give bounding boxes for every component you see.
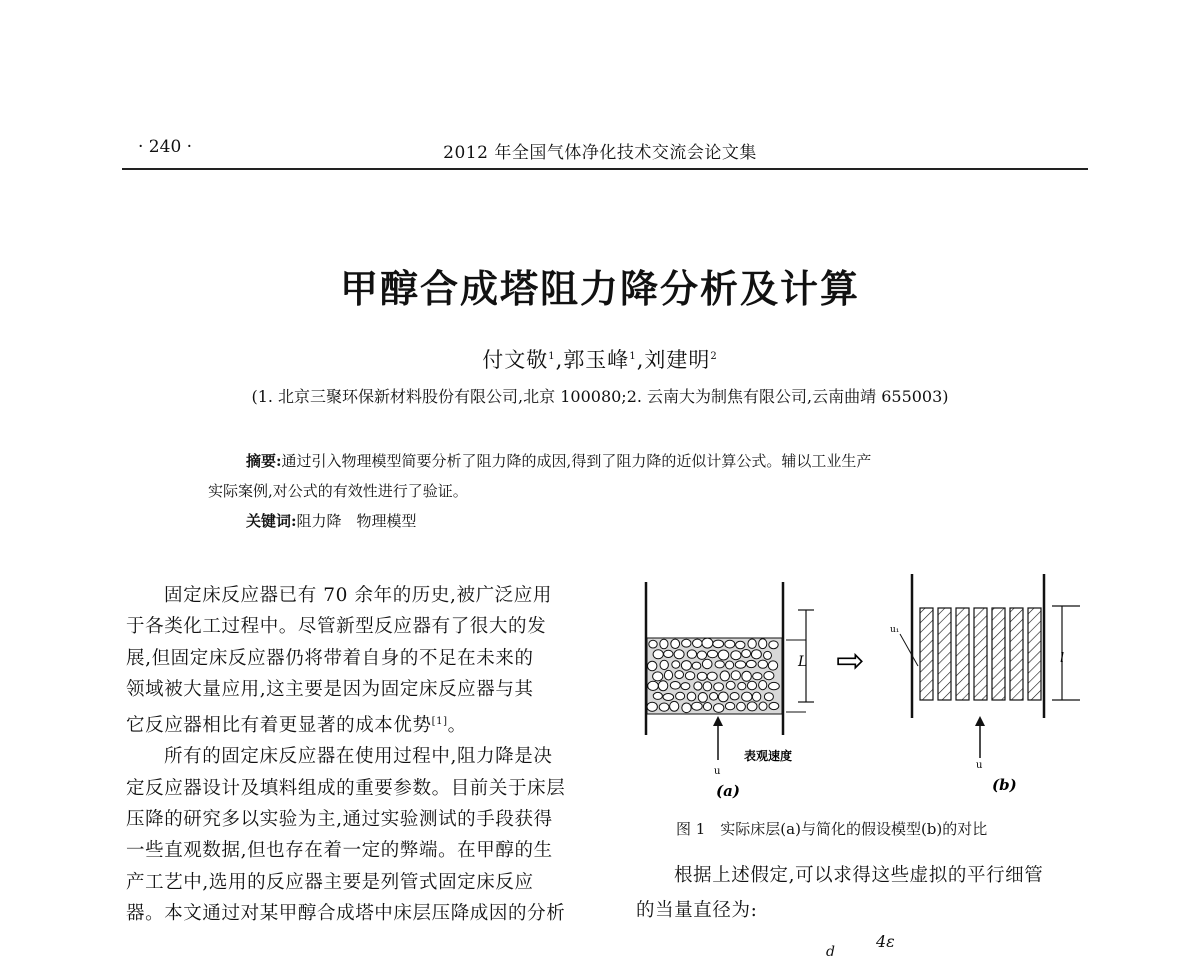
paragraph-line: 一些直观数据,但也存在着一定的弊端。在甲醇的生 — [126, 840, 553, 862]
author-name: 付文敬 — [482, 348, 549, 372]
bed-particle — [736, 641, 745, 649]
bed-particle — [687, 692, 696, 701]
parallel-tube — [1028, 608, 1041, 700]
bed-particle — [702, 659, 712, 668]
bed-particle — [692, 662, 701, 669]
bed-particle — [707, 672, 717, 680]
bed-particle — [710, 693, 718, 701]
bed-particle — [769, 682, 780, 689]
parallel-tube — [1010, 608, 1023, 700]
bed-particle — [747, 681, 756, 690]
figure-panel-b — [890, 574, 1080, 794]
bed-particle — [672, 661, 680, 668]
bed-particle — [758, 660, 767, 668]
bed-particle — [692, 702, 703, 710]
citation: [1] — [431, 715, 448, 727]
bed-particle — [759, 681, 767, 690]
bed-particle — [764, 672, 774, 680]
bed-particle — [759, 702, 767, 710]
parallel-tube — [956, 608, 969, 700]
tube-length-label: l — [1060, 651, 1065, 666]
bed-particle — [659, 703, 669, 711]
paper-title: 甲醇合成塔阻力降分析及计算 — [339, 267, 860, 311]
bed-particle — [663, 694, 674, 701]
bed-particle — [682, 703, 691, 713]
bed-particle — [715, 661, 724, 668]
flow-arrow — [975, 716, 985, 726]
bed-particle — [660, 639, 668, 649]
bed-particle — [769, 702, 779, 709]
bed-particle — [748, 639, 756, 648]
body-text-left — [126, 580, 600, 930]
bed-particle — [664, 650, 673, 657]
bed-particle — [682, 639, 691, 647]
bed-particle — [753, 673, 762, 680]
bed-particle — [718, 692, 728, 702]
bed-particle — [718, 650, 729, 660]
figure-1 — [636, 570, 1096, 820]
bed-particle — [768, 661, 777, 670]
keywords-text: 阻力降 物理模型 — [296, 512, 417, 530]
abstract-text: 实际案例,对公式的有效性进行了验证。 — [208, 482, 468, 500]
paragraph-line: 器。本文通过对某甲醇合成塔中床层压降成因的分析 — [126, 903, 566, 925]
bed-particle — [693, 639, 703, 647]
bed-particle — [714, 683, 724, 691]
paragraph-line: 于各类化工过程中。尽管新型反应器有了很大的发 — [126, 616, 547, 638]
paragraph-line: 展,但固定床反应器仍将带着自身的不足在未来的 — [126, 647, 534, 669]
paragraph-line: 产工艺中,选用的反应器主要是列管式固定床反应 — [126, 871, 534, 893]
bed-particle — [742, 671, 752, 681]
bed-particle — [694, 682, 702, 690]
abstract — [208, 446, 1008, 506]
bed-particle — [653, 650, 663, 659]
bed-particle — [726, 661, 734, 669]
paragraph-line: 压降的研究多以实验为主,通过实验测试的手段获得 — [126, 809, 553, 830]
equation-lhs: d — [826, 944, 835, 960]
page-number: · 240 · — [138, 137, 193, 157]
bed-particle — [738, 682, 746, 689]
bed-particle — [752, 692, 760, 701]
bed-particle — [713, 640, 724, 648]
bed-particle — [730, 693, 739, 700]
bed-particle — [731, 651, 741, 660]
bed-particle — [725, 702, 734, 709]
bed-particle — [707, 650, 717, 657]
transform-arrow-icon: ⇨ — [836, 641, 865, 681]
bed-particle — [747, 702, 757, 711]
bed-particle — [648, 681, 659, 690]
bed-particle — [647, 702, 657, 711]
bed-particle — [769, 641, 778, 649]
panel-label-b: (b) — [992, 776, 1017, 794]
parallel-tube — [974, 608, 987, 700]
paragraph-line: 定反应器设计及填料组成的重要参数。目前关于床层 — [126, 777, 566, 799]
bed-particle — [698, 693, 707, 703]
bed-particle — [648, 661, 657, 671]
bed-particle — [681, 661, 691, 671]
keywords-label: 关键词: — [246, 512, 297, 530]
bed-particle — [660, 660, 668, 669]
bed-particle — [737, 702, 746, 711]
bed-particle — [742, 692, 752, 701]
paragraph-line: 的当量直径为: — [636, 900, 758, 921]
author-name: 郭玉峰 — [563, 348, 630, 372]
citation-end: 。 — [447, 714, 467, 736]
bed-particle — [714, 704, 724, 713]
bed-particle — [726, 681, 735, 689]
velocity-symbol: u — [714, 766, 721, 777]
proceedings-title: 2012 年全国气体净化技术交流会论文集 — [443, 143, 757, 163]
bed-particle — [685, 672, 694, 680]
velocity-label: 表观速度 — [744, 749, 793, 763]
bed-particle — [764, 693, 773, 701]
bed-particle — [664, 670, 672, 680]
equation-numerator: 4ε — [876, 932, 895, 951]
author-affil-mark: 1 — [548, 351, 556, 362]
bed-particle — [658, 681, 667, 691]
bed-particle — [742, 650, 751, 658]
bed-particle — [725, 640, 735, 648]
bed-particle — [720, 671, 729, 681]
author-affil-mark: 2 — [710, 351, 718, 362]
abstract-text: 通过引入物理模型简要分析了阻力降的成因,得到了阻力降的近似计算公式。辅以工业生产 — [281, 452, 872, 470]
bed-particle — [687, 650, 696, 658]
velocity-symbol: u — [976, 760, 983, 771]
parallel-tube — [938, 608, 951, 700]
bed-particle — [702, 638, 713, 648]
bed-particle — [676, 692, 685, 700]
bed-particle — [697, 672, 707, 680]
flow-arrow — [713, 716, 723, 726]
body-text-right — [636, 858, 1096, 928]
figure-caption: 图 1 实际床层(a)与简化的假设模型(b)的对比 — [676, 820, 988, 838]
paragraph-line: 它反应器相比有着更显著的成本优势 — [126, 714, 432, 736]
bed-height-label: L — [798, 654, 808, 670]
parallel-tube — [920, 608, 933, 700]
bed-particle — [703, 682, 712, 691]
affiliations: (1. 北京三聚环保新材料股份有限公司,北京 100080;2. 云南大为制焦有限公司,云南曲靖 655003) — [251, 387, 949, 406]
paragraph-line: 领域被大量应用,这主要是因为固定床反应器与其 — [126, 679, 534, 701]
parallel-tubes — [920, 608, 1041, 700]
bed-particle — [649, 640, 657, 648]
bed-particle — [746, 660, 756, 667]
paragraph-line: 根据上述假定,可以求得这些虚拟的平行细管 — [674, 865, 1044, 886]
interstitial-velocity-label: u₁ — [890, 625, 900, 635]
paragraph-line: 所有的固定床反应器在使用过程中,阻力降是决 — [164, 746, 553, 768]
paragraph-line: 固定床反应器已有 70 余年的历史,被广泛应用 — [164, 585, 552, 606]
author-name: 刘建明 — [644, 348, 711, 372]
bed-particle — [759, 639, 767, 649]
bed-particle — [697, 651, 706, 659]
header-rule — [122, 168, 1088, 170]
bed-particle — [735, 661, 745, 668]
bed-particle — [731, 671, 740, 680]
parallel-tube — [992, 608, 1005, 700]
bed-particle — [681, 683, 690, 690]
bed-particle — [670, 682, 680, 690]
bed-particle — [764, 651, 772, 659]
bed-particle — [653, 692, 662, 699]
bed-particle — [675, 671, 684, 679]
bed-particle — [703, 703, 711, 711]
author-affil-mark: 1 — [629, 351, 637, 362]
bed-particle — [674, 650, 684, 659]
bed-particle — [670, 701, 679, 711]
author-list: 付文敬$^1$,郭玉峰$^1$,刘建明$^2$ — [482, 348, 718, 372]
bed-particle — [671, 639, 680, 648]
panel-label-a: (a) — [716, 782, 740, 800]
bed-particle — [653, 672, 663, 681]
figure-panel-a — [646, 582, 814, 800]
bed-particle — [751, 650, 761, 659]
abstract-label: 摘要: — [246, 452, 282, 470]
keywords — [246, 510, 417, 531]
